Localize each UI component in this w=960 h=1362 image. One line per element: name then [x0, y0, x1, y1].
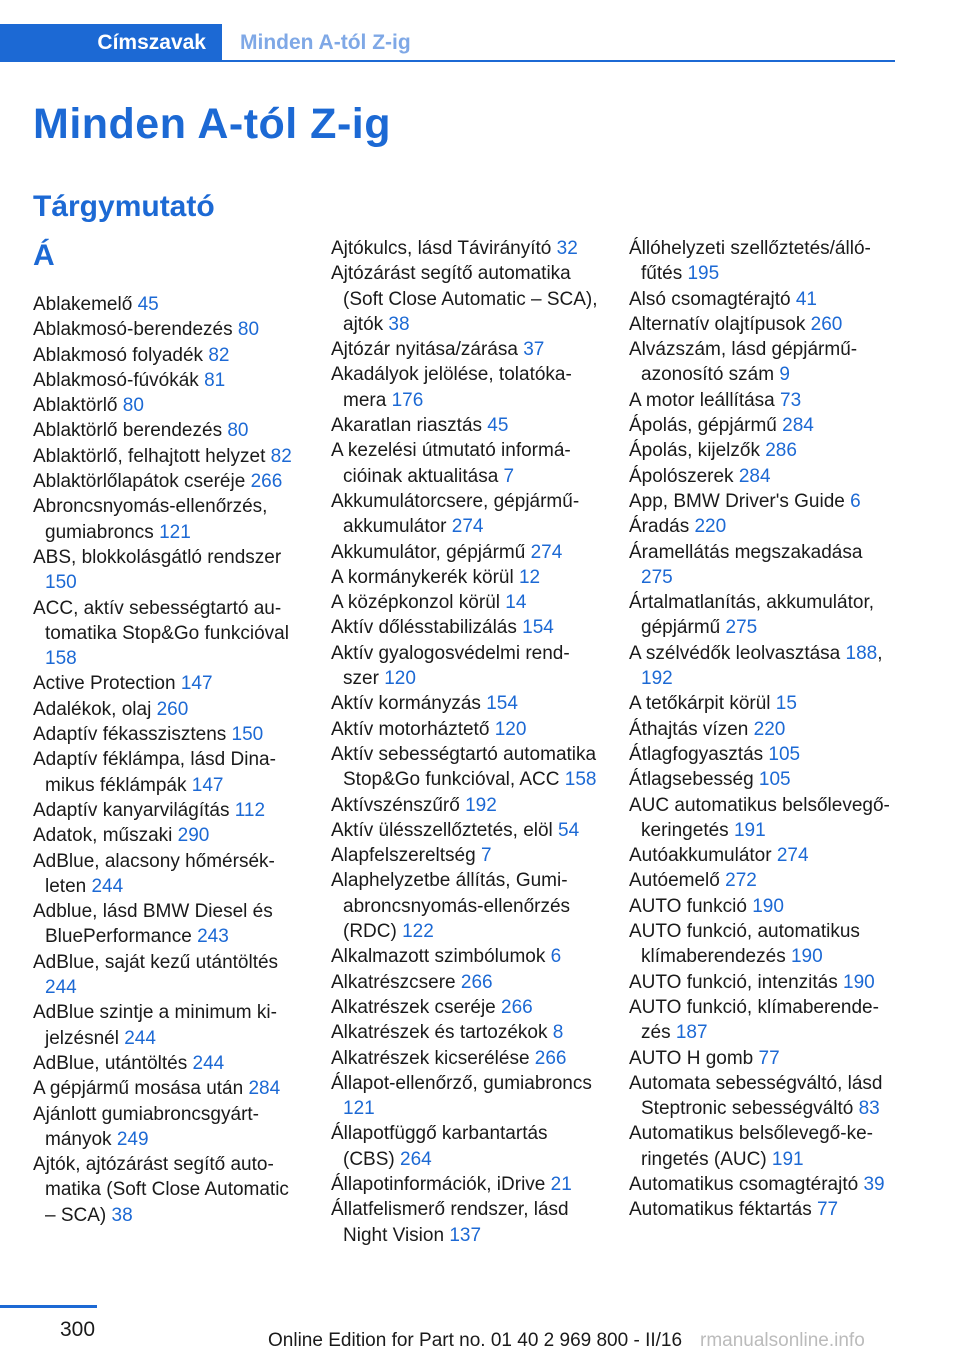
- page-reference-link[interactable]: 190: [790, 946, 823, 968]
- index-entry: [629, 1046, 897, 1071]
- index-entry: [33, 1076, 301, 1101]
- page-reference-link[interactable]: 45: [487, 415, 509, 437]
- index-entry: [33, 747, 301, 798]
- page-reference-link[interactable]: 264: [400, 1148, 432, 1170]
- index-entry: [629, 894, 897, 919]
- index-entry-term: Aktív ülésszellőztetés, elöl: [331, 819, 559, 841]
- page-reference-link[interactable]: 45: [137, 294, 159, 315]
- index-entry-term: Automatikus csomagtérajtó: [629, 1173, 864, 1195]
- index-entry: [629, 337, 897, 388]
- page-reference-link[interactable]: 195: [687, 263, 720, 285]
- index-entry: [331, 1071, 599, 1122]
- index-entry-term: Ápolószerek: [629, 465, 739, 487]
- index-entry-term: Ablakmosó folyadék: [33, 344, 209, 366]
- page-reference-link[interactable]: 191: [733, 819, 766, 841]
- index-entry-term: Abroncsnyomás-ellenőrzés, gumiabroncs: [33, 496, 268, 543]
- page-reference-link[interactable]: 120: [384, 668, 416, 690]
- index-entry: [629, 1197, 897, 1222]
- page-reference-link[interactable]: 105: [768, 743, 801, 765]
- page-reference-link[interactable]: 192: [641, 668, 673, 690]
- page-reference-link[interactable]: 82: [270, 445, 292, 467]
- index-entry-term: Aktív sebességtartó automatika Stop&Go funkcióval, ACC: [331, 743, 597, 791]
- page-reference-link[interactable]: 32: [556, 238, 578, 259]
- index-entry-term: Ablaktörlő berendezés: [33, 420, 228, 442]
- tab-minden-a-tol-z-ig[interactable]: Minden A-tól Z-ig: [240, 31, 411, 54]
- index-entry: [629, 287, 897, 312]
- index-entry: [331, 868, 599, 944]
- index-entry: [629, 489, 897, 514]
- index-entry-term: Ablakmosó-fúvókák: [33, 369, 205, 391]
- index-entry: [331, 843, 599, 868]
- index-entry: [33, 671, 301, 696]
- page-reference-link[interactable]: 38: [111, 1204, 133, 1226]
- index-entry-term: A kormánykerék körül: [331, 566, 519, 588]
- index-entry-term: Aktív motorháztető: [331, 718, 495, 740]
- page-reference-link[interactable]: 275: [725, 617, 758, 639]
- index-entry: [33, 469, 301, 494]
- index-column-2: [331, 236, 599, 1248]
- index-entry-term: Akaratlan riasztás: [331, 415, 488, 437]
- page-reference-link[interactable]: 14: [505, 592, 527, 614]
- footer-divider: [0, 1305, 97, 1308]
- index-entries-1: [33, 292, 301, 1228]
- page-reference-link[interactable]: 147: [180, 673, 213, 695]
- index-entry-term: AUTO funkció: [629, 895, 753, 917]
- page-reference-link[interactable]: 176: [391, 389, 424, 411]
- page-reference-link[interactable]: 158: [45, 648, 77, 670]
- page-reference-link[interactable]: 266: [460, 971, 493, 993]
- section-title: Tárgymutató: [33, 190, 215, 223]
- index-entry: [331, 615, 599, 640]
- index-entry-term: Adatok, műszaki: [33, 825, 178, 847]
- index-entry: [33, 1051, 301, 1076]
- page-reference-link[interactable]: 150: [231, 724, 264, 746]
- page-reference-link[interactable]: 80: [227, 420, 249, 442]
- index-entry-term: Állóhelyzeti szellőztetés/állófűtés: [629, 238, 871, 285]
- index-entry-term: Ablakemelő: [33, 294, 138, 315]
- index-entry: [331, 540, 599, 565]
- index-entry-term: AdBlue szintje a minimum kijelzésnél: [33, 1002, 277, 1049]
- index-entry-term: Alkatrészcsere: [331, 971, 461, 993]
- page-reference-link[interactable]: 260: [156, 698, 189, 720]
- page-reference-link[interactable]: 154: [486, 693, 518, 715]
- index-entry: [33, 798, 301, 823]
- tab-cimszavak[interactable]: Címszavak: [0, 24, 222, 62]
- index-entry-term: AUTO funkció, klímaberendezés: [629, 996, 879, 1044]
- page-title: Minden A-tól Z-ig: [33, 100, 391, 148]
- index-entry-term: A motor leállítása: [629, 389, 781, 411]
- index-entry: [331, 1020, 599, 1045]
- index-entry: [331, 590, 599, 615]
- index-entry: [331, 793, 599, 818]
- index-entry-term: Alvázszám, lásd gépjárműazonosító szám: [629, 339, 858, 386]
- page-reference-link[interactable]: 243: [197, 926, 229, 948]
- index-entry-term: Átlagsebesség: [629, 769, 759, 791]
- page-number: 300: [60, 1318, 96, 1341]
- index-entries-2: [331, 236, 599, 1248]
- index-entry: [629, 1071, 897, 1122]
- page-reference-link[interactable]: 82: [208, 344, 230, 366]
- page-reference-link[interactable]: 266: [534, 1047, 567, 1069]
- page-reference-link[interactable]: 154: [522, 617, 554, 639]
- index-entry: [331, 818, 599, 843]
- page-reference-link[interactable]: 188: [845, 642, 878, 664]
- index-entry-term: A gépjármű mosása után: [33, 1078, 249, 1100]
- index-entry: [331, 1121, 599, 1172]
- page-reference-link[interactable]: 286: [765, 440, 797, 462]
- page-reference-link[interactable]: 37: [523, 339, 545, 361]
- page-reference-link[interactable]: 192: [465, 794, 497, 816]
- page-reference-link[interactable]: 266: [501, 996, 533, 1018]
- page-reference-link[interactable]: 284: [782, 415, 814, 437]
- page-reference-link[interactable]: 39: [863, 1173, 885, 1195]
- index-entry: [33, 697, 301, 722]
- index-entry-term: Alapfelszereltség: [331, 845, 481, 867]
- index-entry: [629, 767, 897, 792]
- index-entry-term: Active Protection: [33, 673, 181, 695]
- index-entry-term: Ápolás, gépjármű: [629, 415, 783, 437]
- index-entry-term: Ártalmatlanítás, akkumulátor, gépjármű: [629, 592, 874, 639]
- page-reference-link[interactable]: 260: [810, 313, 843, 335]
- index-entry-term: Alternatív olajtípusok: [629, 313, 811, 335]
- watermark: rmanualsonline.info: [700, 1330, 865, 1351]
- page-reference-link[interactable]: 249: [116, 1128, 149, 1150]
- page-reference-link[interactable]: 7: [480, 845, 492, 867]
- index-entry-term: Autóakkumulátor: [629, 845, 777, 867]
- index-entry-term: Ajánlott gumiabroncsgyártmányok: [33, 1103, 259, 1150]
- page-reference-link[interactable]: 120: [494, 718, 527, 740]
- header-divider: [0, 60, 895, 62]
- page-reference-link[interactable]: 7: [503, 465, 515, 487]
- index-entry-term: Adalékok, olaj: [33, 698, 157, 720]
- index-entry: [33, 494, 301, 545]
- index-entry-term: Aktívszénszűrő: [331, 794, 466, 816]
- index-entry-term: Ablaktörlőlapátok cseréje: [33, 471, 251, 493]
- index-entry: [331, 1197, 599, 1248]
- index-entry-term: A tetőkárpit körül: [629, 693, 776, 715]
- index-entry: [33, 596, 301, 672]
- index-entry-term: Alkalmazott szimbólumok: [331, 946, 551, 968]
- page-reference-link[interactable]: 284: [248, 1078, 281, 1100]
- page-reference-link[interactable]: 190: [843, 971, 875, 993]
- index-entry: [629, 970, 897, 995]
- index-entry-term: Aktív kormányzás: [331, 693, 487, 715]
- index-entry: [331, 261, 599, 337]
- index-entry: [33, 292, 301, 317]
- page-reference-link[interactable]: 77: [816, 1199, 839, 1221]
- page-reference-link[interactable]: 38: [388, 313, 410, 335]
- index-entry: [331, 641, 599, 692]
- page-reference-link[interactable]: 191: [771, 1148, 804, 1170]
- page-reference-link[interactable]: 9: [779, 364, 790, 386]
- index-entry-term: A szélvédők leolvasztása: [629, 642, 846, 664]
- page-reference-link[interactable]: 190: [752, 895, 784, 917]
- index-entry: [33, 393, 301, 418]
- index-entry-term: Ajtókulcs, lásd Távirányító: [331, 238, 557, 259]
- index-entry: [331, 1046, 599, 1071]
- page-reference-link[interactable]: 275: [641, 566, 673, 588]
- index-entry: [331, 413, 599, 438]
- page-reference-link[interactable]: 83: [858, 1098, 880, 1120]
- index-entry: [629, 843, 897, 868]
- page-reference-link[interactable]: 244: [192, 1052, 225, 1074]
- page-reference-link[interactable]: 244: [91, 875, 124, 897]
- index-entry-term: AUTO funkció, intenzitás: [629, 971, 844, 993]
- index-column-3: [629, 236, 897, 1223]
- page-reference-link[interactable]: 8: [552, 1022, 564, 1044]
- index-entry: [33, 899, 301, 950]
- index-entry: [629, 514, 897, 539]
- index-entry: [33, 1000, 301, 1051]
- index-entry: [33, 317, 301, 342]
- index-entry: [331, 1172, 599, 1197]
- index-entry-term: Ablakmosó-berendezés: [33, 319, 238, 341]
- index-entry: [629, 691, 897, 716]
- index-entry-term: Állapotinformációk, iDrive: [331, 1173, 551, 1195]
- index-entry: [331, 236, 599, 261]
- page-reference-link[interactable]: 220: [753, 718, 786, 740]
- index-entry: A szélvédők leolvasztása 188, 192: [629, 642, 883, 690]
- page-reference-link[interactable]: 15: [775, 693, 797, 715]
- page-reference-link[interactable]: 158: [564, 769, 597, 791]
- page-reference-link[interactable]: 150: [45, 572, 77, 594]
- index-entry-term: Alsó csomagtérajtó: [629, 288, 796, 310]
- page-reference-link[interactable]: 272: [725, 870, 757, 892]
- index-entry-term: Alkatrészek és tartozékok: [331, 1022, 553, 1044]
- index-entry-term: AUTO funkció, automatikus klímaberendezés: [629, 921, 860, 968]
- index-entry: [33, 1102, 301, 1153]
- page-reference-link[interactable]: 244: [45, 977, 77, 999]
- page-reference-link[interactable]: 112: [234, 799, 266, 821]
- page-reference-link[interactable]: 121: [343, 1098, 375, 1120]
- index-entry: [331, 438, 599, 489]
- index-entry: [33, 343, 301, 368]
- page-reference-link[interactable]: 77: [758, 1047, 780, 1069]
- index-entry-term: Ajtózár nyitása/zárása: [331, 339, 524, 361]
- index-entry-term: Akkumulátor, gépjármű: [331, 541, 531, 563]
- page-reference-link[interactable]: 266: [250, 471, 283, 493]
- index-entry-term: AUC automatikus belsőlevegő-keringetés: [629, 794, 890, 841]
- index-entry-term: AdBlue, utántöltés: [33, 1052, 193, 1074]
- edition-note: Online Edition for Part no. 01 40 2 969 800 - II/16: [268, 1330, 683, 1351]
- page-reference-link[interactable]: 147: [191, 774, 224, 796]
- index-entry: [33, 823, 301, 848]
- index-entry: [629, 312, 897, 337]
- index-entry: [331, 565, 599, 590]
- index-entry-term: Aktív dőlésstabilizálás: [331, 617, 523, 639]
- index-entry: [331, 742, 599, 793]
- index-entry: [629, 590, 897, 641]
- index-entry: [629, 438, 897, 463]
- index-entry-term: Ablaktörlő, felhajtott helyzet: [33, 445, 271, 467]
- index-entry-term: Áthajtás vízen: [629, 718, 754, 740]
- index-entry: [629, 868, 897, 893]
- index-entry-term: A középkonzol körül: [331, 592, 506, 614]
- page-reference-link[interactable]: 73: [780, 389, 802, 411]
- index-entry: [33, 444, 301, 469]
- page-reference-link[interactable]: 187: [675, 1022, 708, 1044]
- page-reference-link[interactable]: 105: [758, 769, 791, 791]
- page-reference-link[interactable]: 81: [204, 369, 226, 391]
- index-entry: [629, 464, 897, 489]
- index-entry-term: App, BMW Driver's Guide: [629, 490, 851, 512]
- index-entry: [33, 849, 301, 900]
- index-entry-term: Adaptív fékasszisztens: [33, 724, 232, 746]
- index-entry-term: Adaptív féklámpa, lásd Dinamikus féklámpák: [33, 749, 276, 796]
- index-entry: [331, 970, 599, 995]
- page-reference-link[interactable]: 274: [451, 516, 484, 538]
- index-entry: [629, 236, 897, 287]
- index-entry: [33, 418, 301, 443]
- index-entry-term: Állapot-ellenőrző, gumiabroncs: [331, 1072, 592, 1094]
- page-reference-link[interactable]: 80: [237, 319, 260, 341]
- page-reference-link[interactable]: 290: [177, 825, 210, 847]
- index-entry: [629, 742, 897, 767]
- index-entry-term: Akkumulátorcsere, gépjárműakkumulátor: [331, 490, 580, 538]
- index-entry-term: Adaptív kanyarvilágítás: [33, 799, 235, 821]
- page-reference-link[interactable]: 244: [124, 1027, 156, 1049]
- index-entry-term: Áradás: [629, 516, 695, 538]
- index-entry: [331, 337, 599, 362]
- index-entry: [331, 995, 599, 1020]
- index-entry-term: Automatikus féktartás: [629, 1199, 817, 1221]
- index-entry-term: A kezelési útmutató információinak aktualitása: [331, 440, 571, 487]
- index-entry: [331, 717, 599, 742]
- page-reference-link[interactable]: 6: [850, 490, 861, 512]
- index-entry-term: AdBlue, saját kezű utántöltés: [33, 951, 279, 973]
- page-reference-link[interactable]: 137: [449, 1224, 482, 1246]
- index-entry-term: Autóemelő: [629, 870, 726, 892]
- index-entry-term: Alkatrészek kicserélése: [331, 1047, 535, 1069]
- header-bar: [0, 24, 895, 60]
- page-reference-link[interactable]: 21: [550, 1173, 572, 1195]
- index-entry: [33, 950, 301, 1001]
- index-entry-term: Automatikus belsőlevegő-keringetés (AUC): [629, 1123, 873, 1170]
- index-entry: [629, 388, 897, 413]
- index-entry-term: Automata sebességváltó, lásd Steptronic sebességváltó: [629, 1072, 883, 1120]
- index-entry: [331, 944, 599, 969]
- index-entry: [331, 489, 599, 540]
- index-entry: [629, 919, 897, 970]
- index-entry-term: Ajtózárást segítő automatika (Soft Close Automatic – SCA), ajtók: [331, 263, 598, 335]
- index-entry: [629, 1172, 897, 1197]
- index-entry: [331, 362, 599, 413]
- page-reference-link[interactable]: 6: [550, 946, 562, 968]
- index-entry-term: Áramellátás megszakadása: [629, 541, 863, 563]
- page-reference-link[interactable]: 54: [558, 819, 580, 841]
- index-entry-term: Alkatrészek cseréje: [331, 996, 502, 1018]
- index-entry-term: Ápolás, kijelzők: [629, 440, 766, 462]
- index-entry-term: ABS, blokkolásgátló rendszer: [33, 546, 282, 568]
- index-entry-term: Átlagfogyasztás: [629, 743, 769, 765]
- index-entry-term: Állatfelismerő rendszer, lásd Night Vision: [331, 1199, 569, 1246]
- index-entry: [629, 717, 897, 742]
- page-reference-link[interactable]: 274: [530, 541, 563, 563]
- index-entries-3: [629, 236, 897, 1223]
- index-entry: [629, 793, 897, 844]
- index-entry: [33, 1152, 301, 1228]
- page-reference-link[interactable]: 12: [518, 566, 541, 588]
- page-reference-link[interactable]: 41: [795, 288, 817, 310]
- page-reference-link[interactable]: 122: [402, 921, 434, 943]
- index-entry-term: Alaphelyzetbe állítás, Gumiabroncsnyomás-ellenőrzés (RDC): [331, 870, 571, 943]
- index-letter-heading: Á: [33, 239, 55, 272]
- page-reference-link[interactable]: 220: [694, 516, 727, 538]
- page-reference-link[interactable]: 80: [122, 395, 144, 417]
- index-entry-term: Aktív gyalogosvédelmi rendszer: [331, 642, 570, 690]
- index-entry: [33, 545, 301, 596]
- index-entry-term: ACC, aktív sebességtartó automatika Stop&Go funkcióval: [33, 597, 289, 644]
- index-entry: [629, 1121, 897, 1172]
- index-entry-term: Ajtók, ajtózárást segítő automatika (Soft Close Automatic – SCA): [33, 1154, 289, 1226]
- page-reference-link[interactable]: 274: [776, 845, 809, 867]
- page-reference-link[interactable]: 121: [159, 521, 191, 543]
- index-entry: [33, 368, 301, 393]
- index-entry: [629, 540, 897, 591]
- index-entry-term: Ablaktörlő: [33, 395, 123, 417]
- index-column-1: [33, 236, 301, 1228]
- index-entry: [331, 691, 599, 716]
- index-entry-term: Akadályok jelölése, tolatókamera: [331, 364, 572, 411]
- index-entry-term: Adblue, lásd BMW Diesel és BluePerformance: [33, 901, 273, 948]
- index-entry: [33, 722, 301, 747]
- index-entry-term: AdBlue, alacsony hőmérsékleten: [33, 850, 275, 897]
- page-reference-link[interactable]: 284: [738, 465, 771, 487]
- index-entry-term: Állapotfüggő karbantartás (CBS): [331, 1123, 548, 1170]
- index-entry: [629, 995, 897, 1046]
- index-entry: [629, 413, 897, 438]
- index-entry-term: AUTO H gomb: [629, 1047, 759, 1069]
